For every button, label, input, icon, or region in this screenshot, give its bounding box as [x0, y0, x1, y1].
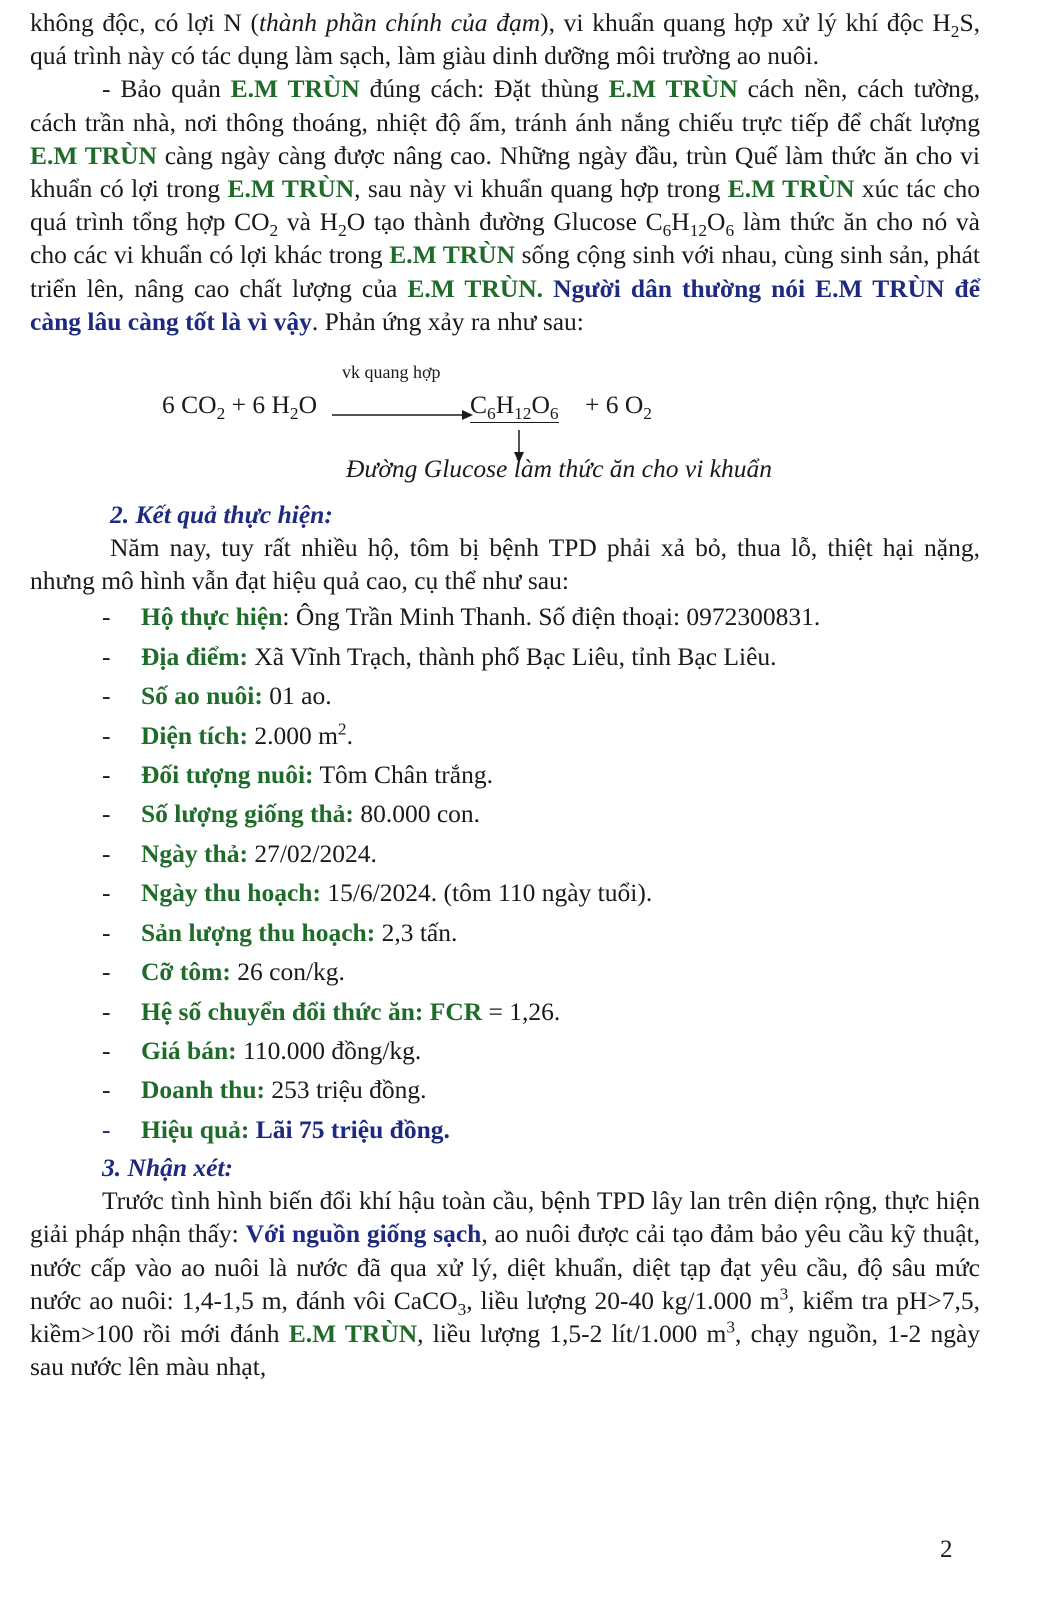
- item-value: 26 con/kg.: [230, 957, 345, 987]
- list-item: [30, 716, 980, 755]
- list-dash: -: [102, 838, 111, 868]
- list-item: [30, 873, 980, 912]
- text: O: [531, 390, 550, 420]
- item-label: Cỡ tôm:: [141, 957, 231, 987]
- brand-name: E.M TRÙN: [288, 1318, 418, 1348]
- list-dash: -: [102, 996, 111, 1026]
- list-item: [30, 834, 980, 873]
- list-item: [30, 992, 980, 1031]
- item-value: : Ông Trần Minh Thanh. Số điện thoại: 0972300831.: [282, 602, 821, 632]
- list-dash: -: [102, 641, 111, 671]
- emphasis-text: Người dân thường nói E.M TRÙN để càng lâu càng tốt là vì vậy: [30, 273, 981, 336]
- item-value: Xã Vĩnh Trạch, thành phố Bạc Liêu, tỉnh Bạc Liêu.: [247, 641, 777, 671]
- brand-name: E.M TRÙN: [608, 74, 738, 104]
- text: . Phản ứng xảy ra như sau:: [311, 306, 584, 336]
- page-number: 2: [940, 1536, 953, 1563]
- list-item: [30, 952, 980, 991]
- text: ), vi khuẩn quang hợp xử lý khí độc H: [540, 8, 951, 37]
- text: O: [298, 390, 317, 420]
- item-value: 110.000 đồng/kg.: [236, 1035, 422, 1065]
- brand-name: E.M TRÙN: [407, 273, 537, 303]
- equation-glucose: [470, 390, 559, 423]
- item-value: 80.000 con.: [353, 799, 481, 829]
- item-label: Hộ thực hiện: [141, 602, 283, 632]
- list-dash: -: [102, 1114, 111, 1144]
- list-dash: -: [102, 799, 111, 829]
- brand-name: E.M TRÙN: [227, 174, 355, 204]
- emphasis-text: Với nguồn giống sạch: [245, 1219, 482, 1249]
- paragraph-bacteria: [30, 6, 980, 72]
- list-item: [30, 637, 980, 676]
- equation-catalyst: vk quang hợp: [342, 362, 441, 383]
- subscript: 2: [216, 404, 226, 424]
- list-item: [30, 755, 980, 794]
- text: đúng cách: Đặt thùng: [359, 74, 609, 104]
- document-page: [30, 6, 980, 1383]
- text: , ao nuôi được cải tạo đảm bảo yêu cầu kỹ thuật, nước cấp vào ao nuôi là nước đã qua xử lý, diệt khuẩn, diệt tạp đạt yêu cầu, độ sâu mức nước ao nuôi: 1,4-1,5 m, đánh vôi CaCO: [30, 1219, 980, 1315]
- item-label: Số ao nuôi:: [141, 681, 263, 711]
- list-dash: -: [102, 878, 111, 908]
- subscript: 6: [487, 404, 496, 424]
- text: - Bảo quản: [102, 74, 231, 104]
- subscript: 2: [950, 22, 960, 42]
- subscript: 12: [689, 221, 708, 241]
- text: + 6 H: [225, 390, 290, 420]
- section-heading-results: 2. Kết quả thực hiện:: [110, 500, 333, 530]
- subscript: 2: [643, 404, 652, 424]
- item-label: Ngày thu hoạch:: [141, 878, 321, 908]
- text: Năm nay, tuy rất nhiều hộ, tôm bị bệnh TPD phải xả bỏ, thua lỗ, thiệt hại nặng, nhưng mô hình vẫn đạt hiệu quả cao, cụ thể như sau:: [30, 533, 980, 596]
- paragraph-remarks: [30, 1184, 980, 1383]
- item-value: Lãi 75 triệu đồng.: [249, 1114, 450, 1144]
- text: làm thức ăn cho nó và cho các vi khuẩn có lợi khác trong: [30, 207, 980, 270]
- text: O tạo thành đường Glucose C: [346, 207, 663, 237]
- brand-name: E.M TRÙN: [727, 174, 855, 204]
- list-item: [30, 794, 980, 833]
- italic-text: thành phần chính của đạm: [258, 8, 541, 37]
- item-tail: .: [346, 720, 353, 750]
- list-dash: -: [102, 917, 111, 947]
- list-dash: -: [102, 760, 111, 790]
- item-label: Ngày thả:: [141, 838, 248, 868]
- superscript: 2: [337, 719, 347, 739]
- paragraph-storage: [30, 72, 980, 338]
- text: , liều lượng 20-40 kg/1.000 m: [466, 1285, 780, 1315]
- text: Trước tình hình biến đổi khí hậu toàn cầu, bệnh TPD lây lan trên diện rộng, thực hiện giải pháp nhận thấy:: [30, 1186, 980, 1249]
- text: H: [671, 207, 690, 237]
- item-value: 2,3 tấn.: [375, 917, 458, 947]
- list-item: [30, 913, 980, 952]
- text: và H: [278, 207, 339, 237]
- text: càng ngày càng được nâng cao. Những ngày đầu, trùn Quế làm thức ăn cho vi khuẩn có lợi trong: [30, 140, 980, 204]
- equation-note: Đường Glucose làm thức ăn cho vi khuẩn: [346, 454, 772, 484]
- text: , liều lượng 1,5-2 lít/1.000 m: [417, 1318, 727, 1348]
- list-dash: -: [102, 681, 111, 711]
- text: , kiểm tra pH>7,5, kiềm>100 rồi mới đánh: [30, 1285, 981, 1348]
- text: , sau này vi khuẩn quang hợp trong: [354, 174, 728, 204]
- text: C: [470, 390, 488, 420]
- equation-oxygen: [585, 390, 652, 424]
- subscript: 3: [457, 1299, 467, 1319]
- equation-reactants: [162, 390, 317, 424]
- text: không độc, có lợi N (: [30, 8, 259, 37]
- item-value: Tôm Chân trắng.: [313, 760, 493, 790]
- text: H: [495, 390, 515, 420]
- text: , chạy nguồn, 1-2 ngày sau nước lên màu nhạt,: [30, 1318, 981, 1382]
- subscript: 2: [289, 404, 299, 424]
- brand-name: E.M TRÙN: [389, 240, 516, 270]
- text: cách nền, cách tường, cách trần nhà, nơi thông thoáng, nhiệt độ ấm, tránh ánh nắng chiếu trực tiếp để chất lượng: [30, 74, 980, 137]
- subscript: 12: [514, 404, 532, 424]
- text: sống cộng sinh với nhau, cùng sinh sản, phát triển lên, nâng cao chất lượng của: [30, 240, 981, 303]
- brand-name: E.M TRÙN: [30, 140, 157, 170]
- item-label: Hệ số chuyển đổi thức ăn: FCR: [141, 996, 483, 1026]
- item-label: Diện tích:: [141, 720, 248, 750]
- item-value: 27/02/2024.: [247, 838, 377, 868]
- item-value: 01 ao.: [262, 681, 332, 711]
- text: xúc tác cho quá trình tổng hợp CO: [30, 174, 981, 237]
- list-item: [30, 1031, 980, 1070]
- text: O: [707, 207, 726, 237]
- list-item: [30, 676, 980, 715]
- list-dash: -: [102, 957, 111, 987]
- subscript: 6: [662, 221, 672, 241]
- brand-name: E.M TRÙN: [230, 74, 360, 104]
- results-list: [30, 597, 980, 1149]
- reaction-arrow-icon: [330, 408, 475, 422]
- list-item: [30, 1070, 980, 1109]
- item-label: Doanh thu:: [141, 1075, 266, 1105]
- item-value: = 1,26.: [482, 996, 561, 1026]
- list-dash: -: [102, 720, 111, 750]
- item-value: 15/6/2024. (tôm 110 ngày tuổi).: [320, 878, 653, 908]
- superscript: 3: [726, 1317, 736, 1337]
- item-label: Sản lượng thu hoạch:: [141, 917, 376, 947]
- item-label: Địa điểm:: [141, 641, 248, 671]
- item-value: 2.000 m: [247, 720, 338, 750]
- list-dash: -: [102, 1075, 111, 1105]
- list-dash: -: [102, 1035, 111, 1065]
- list-item-profit: [30, 1110, 980, 1149]
- section-heading-remarks: 3. Nhận xét:: [102, 1153, 234, 1183]
- subscript: 2: [338, 221, 347, 241]
- superscript: 3: [779, 1284, 789, 1304]
- list-dash: -: [102, 602, 111, 632]
- subscript: 6: [549, 404, 559, 424]
- item-label: Hiệu quả:: [141, 1114, 250, 1144]
- item-label: Số lượng giống thả:: [141, 799, 354, 829]
- item-label: Giá bán:: [141, 1035, 237, 1065]
- subscript: 6: [725, 221, 735, 241]
- chemical-equation: [30, 338, 980, 498]
- subscript: 2: [269, 221, 279, 241]
- results-intro: [30, 531, 980, 597]
- item-value: 253 triệu đồng.: [265, 1075, 427, 1105]
- text: .: [536, 273, 554, 303]
- text: S, quá trình này có tác dụng làm sạch, làm giàu dinh dưỡng môi trường ao nuôi.: [30, 8, 980, 71]
- list-item: [30, 597, 980, 636]
- item-label: Đối tượng nuôi:: [141, 760, 314, 790]
- text: 6 CO: [162, 390, 217, 420]
- text: + 6 O: [585, 390, 644, 420]
